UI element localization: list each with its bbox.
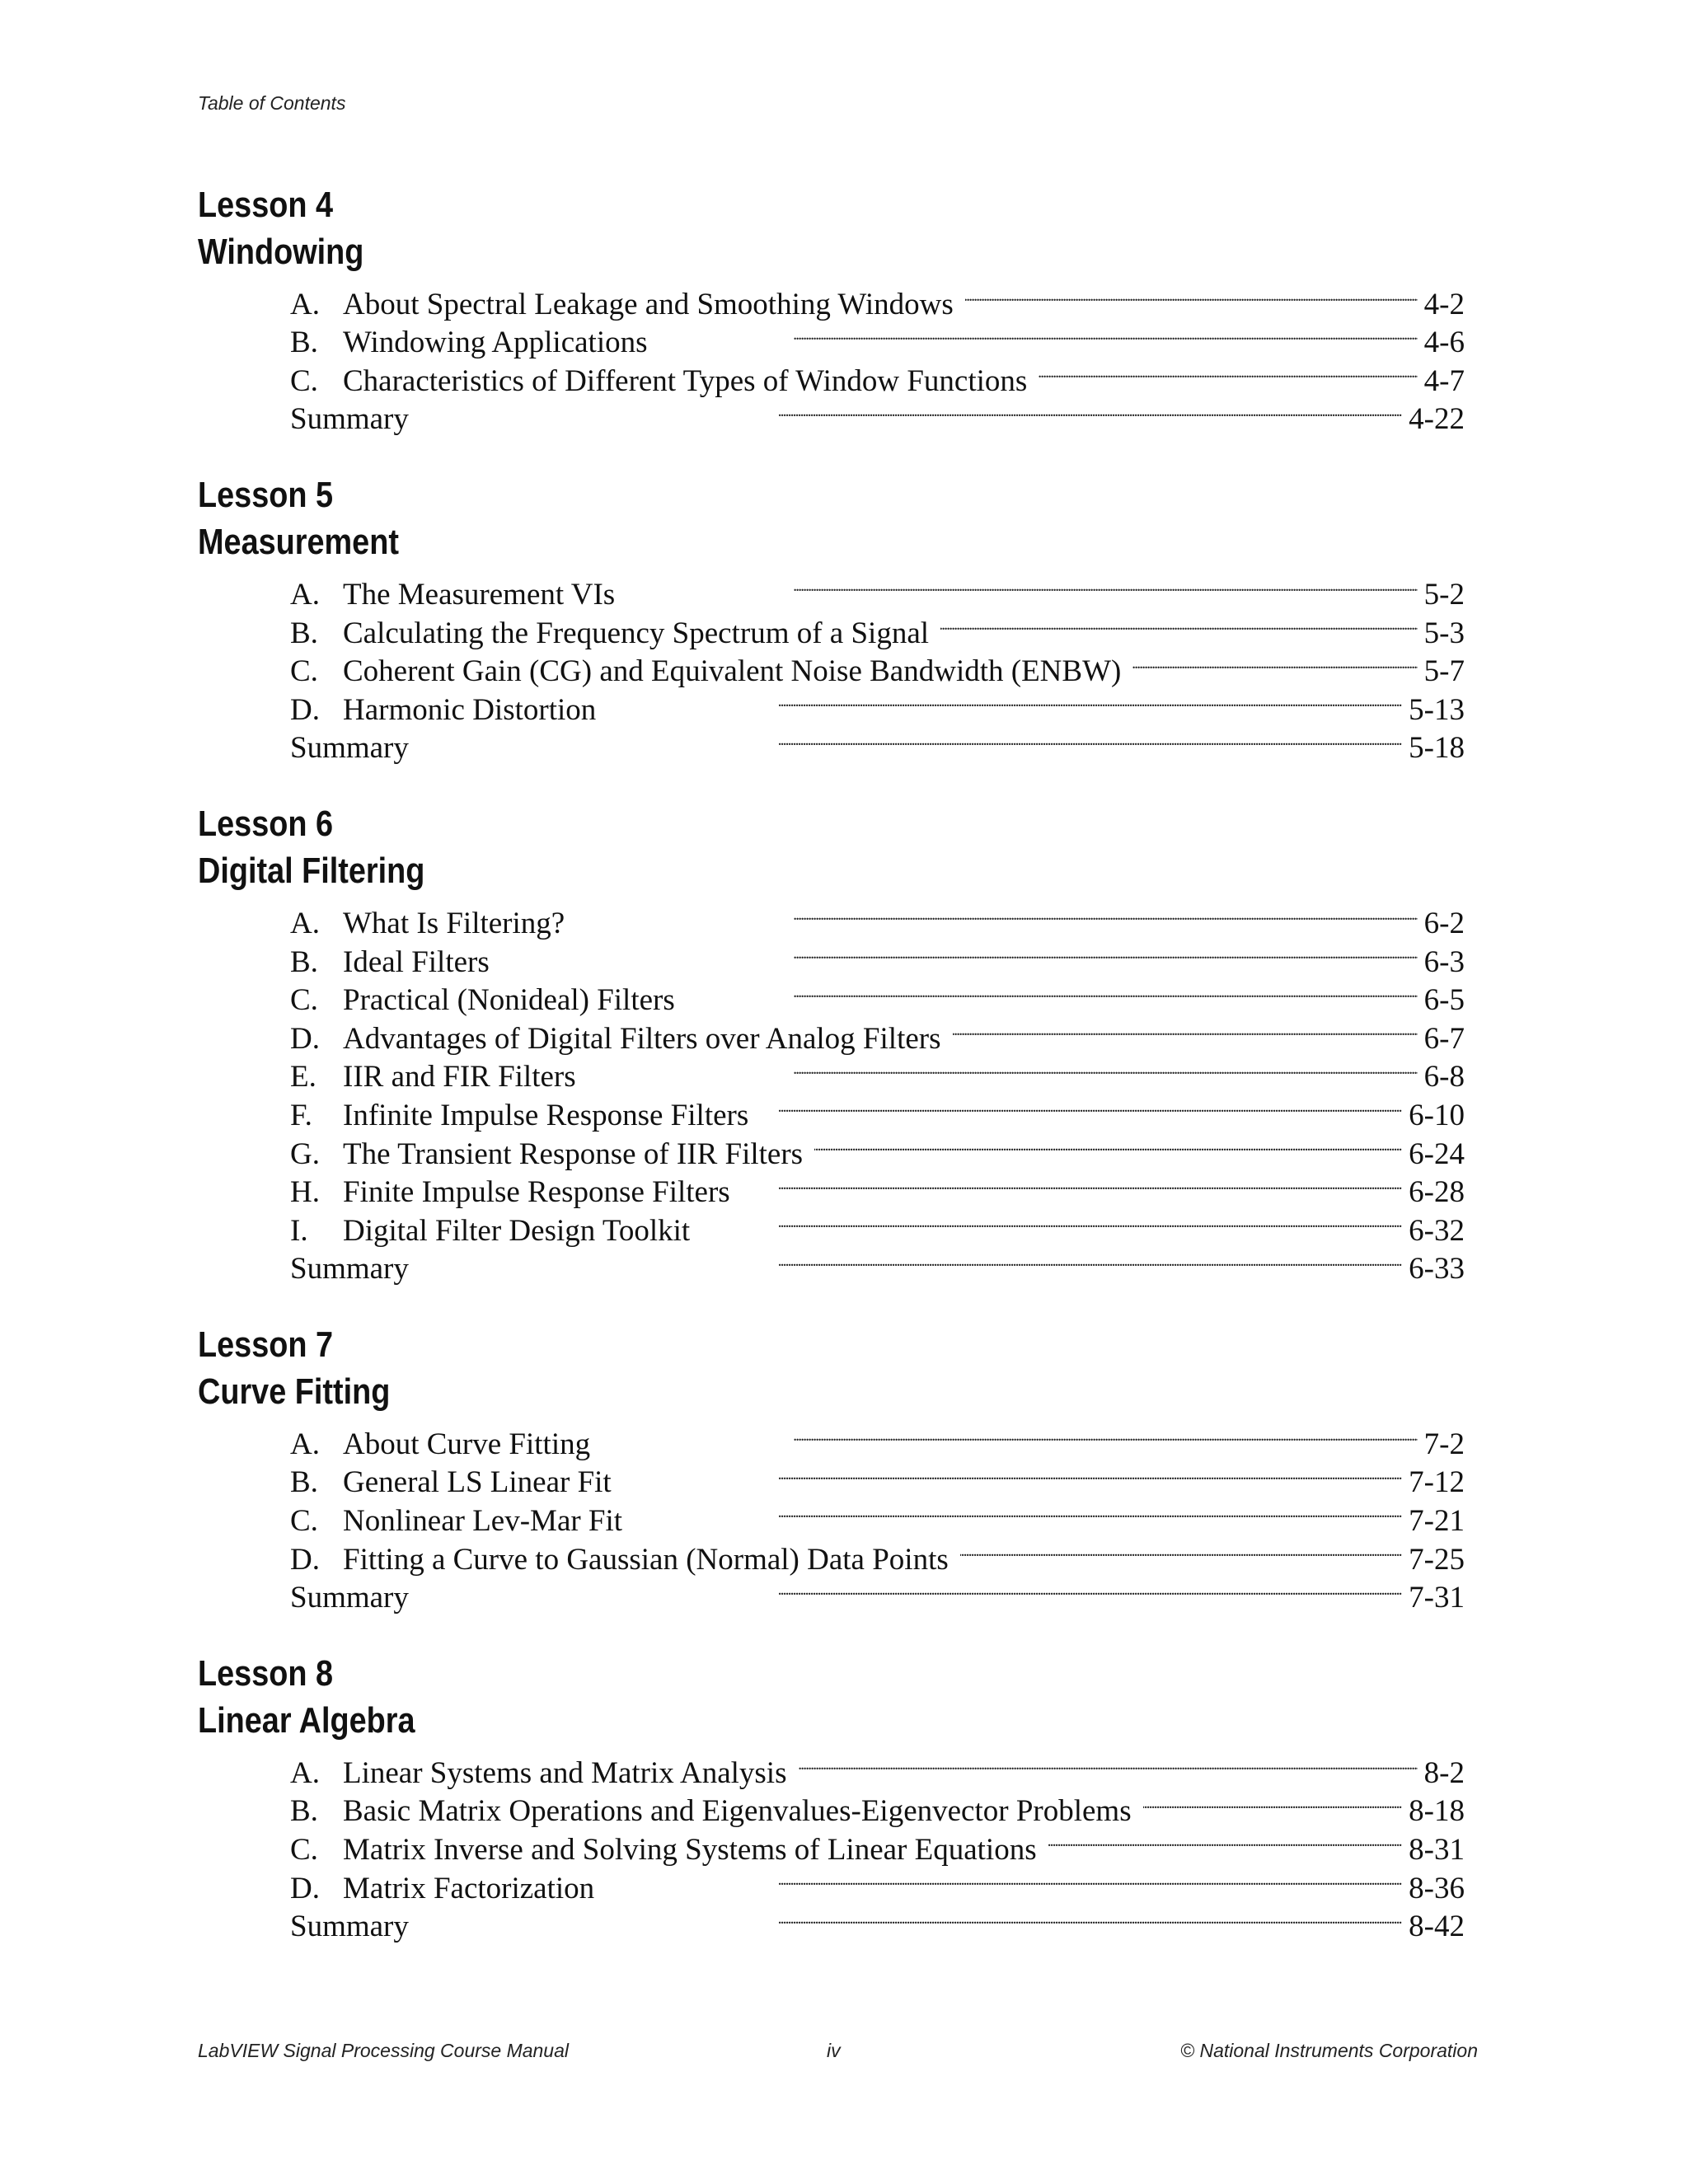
entry-letter: D. bbox=[290, 1021, 320, 1056]
entry-label: Finite Impulse Response Filters bbox=[343, 1175, 730, 1210]
entry-label: About Curve Fitting bbox=[343, 1427, 591, 1461]
dot-leader bbox=[420, 1898, 1402, 1937]
entry-letter: D. bbox=[290, 692, 320, 727]
dot-leader bbox=[1143, 1783, 1403, 1821]
entry-page: 5-7 bbox=[1423, 654, 1465, 689]
entry-letter: C. bbox=[290, 983, 318, 1018]
lesson-title: Curve Fitting bbox=[198, 1371, 391, 1413]
lesson-number: Lesson 5 bbox=[198, 475, 334, 516]
entry-letter: F. bbox=[290, 1098, 312, 1132]
dot-leader bbox=[588, 1048, 1418, 1087]
dot-leader bbox=[659, 314, 1418, 353]
toc-entry[interactable] bbox=[290, 275, 1465, 321]
dot-leader bbox=[1048, 1821, 1403, 1859]
lesson-title: Windowing bbox=[198, 232, 364, 272]
footer-manual-title: LabVIEW Signal Processing Course Manual bbox=[198, 2040, 570, 2061]
entry-letter: C. bbox=[290, 363, 318, 398]
dot-leader bbox=[742, 1164, 1402, 1202]
entry-page: 5-18 bbox=[1409, 731, 1465, 766]
dot-leader bbox=[799, 1744, 1418, 1783]
entry-page: 4-22 bbox=[1409, 402, 1465, 437]
entry-label: The Transient Response of IIR Filters bbox=[343, 1137, 804, 1171]
dot-leader bbox=[501, 933, 1418, 972]
lesson-8-section bbox=[198, 1650, 1467, 1944]
dot-leader bbox=[960, 1530, 1402, 1569]
entry-letter: B. bbox=[290, 616, 318, 650]
entry-label: Nonlinear Lev-Mar Fit bbox=[343, 1504, 623, 1539]
entry-page: 4-6 bbox=[1423, 326, 1465, 360]
entry-letter: C. bbox=[290, 1504, 318, 1539]
entry-letter: E. bbox=[290, 1060, 316, 1094]
dot-leader bbox=[576, 894, 1417, 933]
entry-label: Advantages of Digital Filters over Analog Filters bbox=[343, 1021, 941, 1056]
lesson-entries bbox=[290, 1415, 1465, 1615]
toc-entry-summary[interactable] bbox=[290, 391, 1465, 437]
lesson-6-section bbox=[198, 800, 1467, 1286]
dot-leader bbox=[634, 1492, 1402, 1530]
entry-page: 6-5 bbox=[1423, 983, 1465, 1018]
entry-page: 6-10 bbox=[1409, 1098, 1465, 1132]
entry-page: 5-2 bbox=[1423, 577, 1465, 612]
entry-label: Characteristics of Different Types of Window Functions bbox=[343, 363, 1028, 398]
dot-leader bbox=[1039, 352, 1417, 391]
dot-leader bbox=[701, 1202, 1402, 1240]
entry-letter: A. bbox=[290, 906, 320, 940]
entry-label: Basic Matrix Operations and Eigenvalues-Eigenvector Problems bbox=[343, 1794, 1132, 1829]
entry-page: 8-42 bbox=[1409, 1910, 1465, 1944]
entry-letter: A. bbox=[290, 1755, 320, 1790]
entry-label: Windowing Applications bbox=[343, 326, 648, 360]
table-of-contents bbox=[198, 181, 1467, 1979]
entry-label: Matrix Inverse and Solving Systems of Linear Equations bbox=[343, 1833, 1037, 1868]
entry-page: 7-25 bbox=[1409, 1542, 1465, 1577]
lesson-entries bbox=[290, 275, 1465, 437]
entry-letter: A. bbox=[290, 287, 320, 321]
toc-entry[interactable] bbox=[290, 894, 1465, 940]
dot-leader bbox=[626, 565, 1418, 604]
lesson-entries bbox=[290, 894, 1465, 1286]
dot-leader bbox=[420, 719, 1402, 758]
entry-page: 7-31 bbox=[1409, 1581, 1465, 1615]
entry-label: Calculating the Frequency Spectrum of a Signal bbox=[343, 616, 930, 650]
dot-leader bbox=[1132, 643, 1417, 682]
entry-letter: H. bbox=[290, 1175, 320, 1210]
dot-leader bbox=[607, 681, 1402, 719]
entry-label: Digital Filter Design Toolkit bbox=[343, 1213, 691, 1248]
dot-leader bbox=[623, 1454, 1402, 1493]
dot-leader bbox=[420, 391, 1402, 429]
lesson-number: Lesson 4 bbox=[198, 185, 334, 225]
entry-letter: A. bbox=[290, 577, 320, 612]
entry-page: 8-2 bbox=[1423, 1755, 1465, 1790]
entry-page: 8-36 bbox=[1409, 1871, 1465, 1905]
toc-entry-summary[interactable] bbox=[290, 1569, 1465, 1615]
dot-leader bbox=[602, 1415, 1418, 1454]
entry-label: Matrix Factorization bbox=[343, 1871, 595, 1905]
toc-entry-summary[interactable] bbox=[290, 719, 1465, 766]
entry-label: Infinite Impulse Response Filters bbox=[343, 1098, 749, 1132]
entry-letter: C. bbox=[290, 1833, 318, 1868]
entry-letter: A. bbox=[290, 1427, 320, 1461]
toc-entry[interactable] bbox=[290, 1744, 1465, 1790]
entry-page: 7-2 bbox=[1423, 1427, 1465, 1461]
entry-label: Summary bbox=[290, 402, 409, 437]
entry-page: 6-2 bbox=[1423, 906, 1465, 940]
entry-page: 8-31 bbox=[1409, 1833, 1465, 1868]
lesson-entries bbox=[290, 1744, 1465, 1944]
entry-label: Harmonic Distortion bbox=[343, 692, 597, 727]
entry-letter: D. bbox=[290, 1871, 320, 1905]
toc-entry-summary[interactable] bbox=[290, 1898, 1465, 1944]
dot-leader bbox=[953, 1010, 1418, 1048]
dot-leader bbox=[687, 972, 1418, 1010]
lesson-number: Lesson 7 bbox=[198, 1324, 334, 1366]
toc-entry-summary[interactable] bbox=[290, 1240, 1465, 1286]
entry-label: Summary bbox=[290, 1910, 409, 1944]
lesson-7-section bbox=[198, 1321, 1467, 1615]
entry-letter: C. bbox=[290, 654, 318, 689]
entry-page: 6-7 bbox=[1423, 1021, 1465, 1056]
footer-copyright: © National Instruments Corporation bbox=[1180, 2040, 1478, 2061]
entry-page: 6-28 bbox=[1409, 1175, 1465, 1210]
entry-page: 6-3 bbox=[1423, 944, 1465, 979]
toc-entry[interactable] bbox=[290, 565, 1465, 612]
entry-label: Linear Systems and Matrix Analysis bbox=[343, 1755, 787, 1790]
dot-leader bbox=[606, 1859, 1402, 1898]
dot-leader bbox=[965, 275, 1418, 314]
entry-letter: G. bbox=[290, 1137, 320, 1171]
entry-label: Summary bbox=[290, 1252, 409, 1286]
entry-letter: B. bbox=[290, 1465, 318, 1500]
entry-letter: B. bbox=[290, 1794, 318, 1829]
entry-label: Coherent Gain (CG) and Equivalent Noise Bandwidth (ENBW) bbox=[343, 654, 1122, 689]
entry-letter: B. bbox=[290, 326, 318, 360]
running-header: Table of Contents bbox=[198, 92, 346, 114]
entry-page: 6-8 bbox=[1423, 1060, 1465, 1094]
entry-label: What Is Filtering? bbox=[343, 906, 565, 940]
dot-leader bbox=[940, 604, 1418, 643]
entry-label: Ideal Filters bbox=[343, 944, 490, 979]
entry-letter: D. bbox=[290, 1542, 320, 1577]
entry-label: About Spectral Leakage and Smoothing Windows bbox=[343, 287, 954, 321]
dot-leader bbox=[814, 1125, 1402, 1164]
entry-page: 5-3 bbox=[1423, 616, 1465, 650]
entry-page: 6-24 bbox=[1409, 1137, 1465, 1171]
entry-label: Fitting a Curve to Gaussian (Normal) Data Points bbox=[343, 1542, 949, 1577]
entry-label: Practical (Nonideal) Filters bbox=[343, 983, 675, 1018]
entry-page: 4-2 bbox=[1423, 287, 1465, 321]
lesson-5-section bbox=[198, 471, 1467, 766]
entry-page: 6-33 bbox=[1409, 1252, 1465, 1286]
entry-label: General LS Linear Fit bbox=[343, 1465, 612, 1500]
dot-leader bbox=[420, 1569, 1402, 1608]
entry-label: IIR and FIR Filters bbox=[343, 1060, 576, 1094]
entry-page: 5-13 bbox=[1409, 692, 1465, 727]
entry-page: 7-12 bbox=[1409, 1465, 1465, 1500]
lesson-entries bbox=[290, 565, 1465, 766]
dot-leader bbox=[760, 1086, 1402, 1125]
dot-leader bbox=[420, 1240, 1402, 1279]
lesson-number: Lesson 8 bbox=[198, 1653, 334, 1694]
entry-letter: B. bbox=[290, 944, 318, 979]
lesson-4-section bbox=[198, 181, 1467, 437]
lesson-title: Measurement bbox=[198, 522, 399, 563]
entry-page: 4-7 bbox=[1423, 363, 1465, 398]
entry-label: Summary bbox=[290, 1581, 409, 1615]
entry-page: 8-18 bbox=[1409, 1794, 1465, 1829]
footer-page-number: iv bbox=[827, 2040, 841, 2061]
lesson-title: Digital Filtering bbox=[198, 851, 425, 892]
entry-letter: I. bbox=[290, 1213, 308, 1248]
lesson-number: Lesson 6 bbox=[198, 804, 334, 845]
toc-entry[interactable] bbox=[290, 1415, 1465, 1461]
entry-label: The Measurement VIs bbox=[343, 577, 616, 612]
lesson-title: Linear Algebra bbox=[198, 1700, 415, 1741]
entry-page: 7-21 bbox=[1409, 1504, 1465, 1539]
entry-page: 6-32 bbox=[1409, 1213, 1465, 1248]
entry-label: Summary bbox=[290, 731, 409, 766]
